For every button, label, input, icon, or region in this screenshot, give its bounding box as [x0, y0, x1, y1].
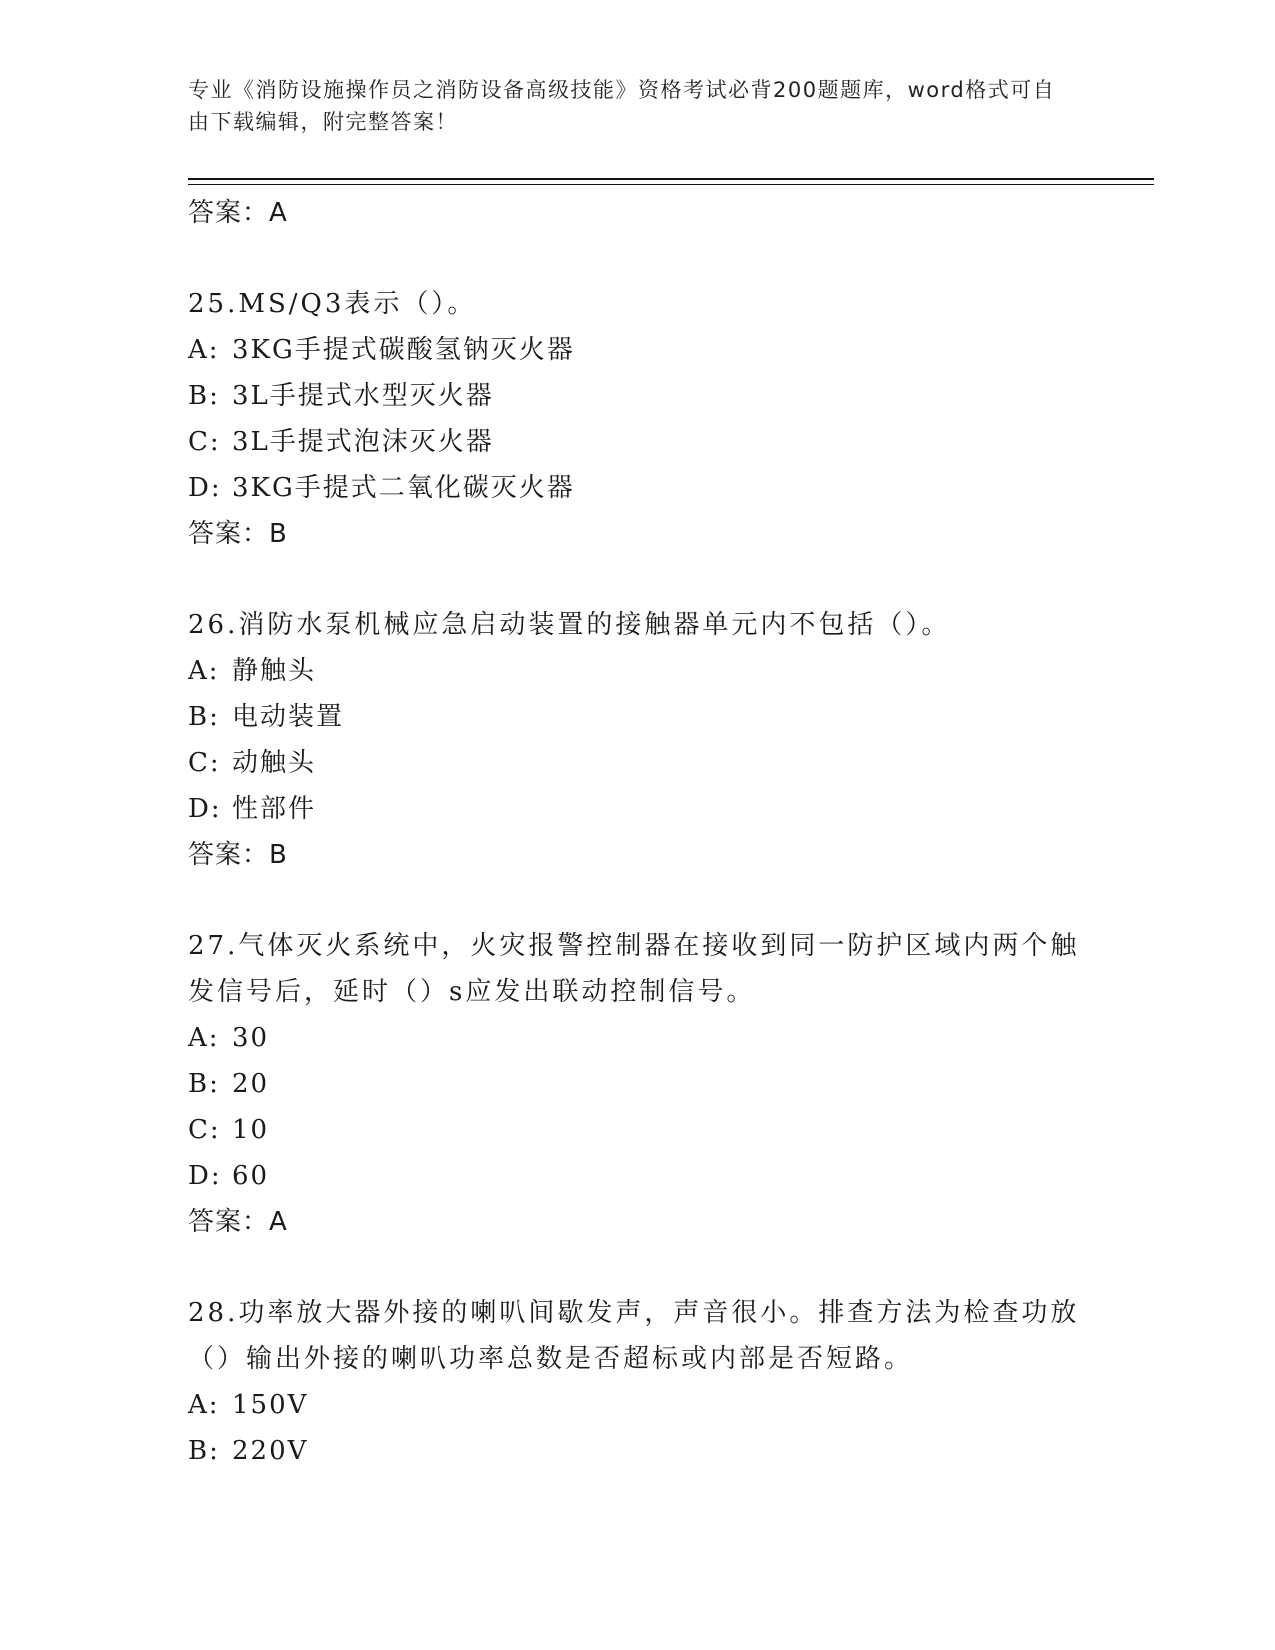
option-key: C: — [188, 427, 221, 457]
option-text: 3L手提式水型灭火器 — [232, 381, 494, 411]
answer-line: 答案：A — [188, 198, 288, 228]
answer-line: 答案：A — [188, 1207, 288, 1237]
question-stem: 25.MS/Q3表示（）。 — [188, 289, 477, 319]
option-d — [188, 786, 1088, 832]
option-a — [188, 648, 1088, 694]
spacer — [188, 557, 1088, 602]
option-d — [188, 1153, 1088, 1199]
document-header — [188, 74, 1068, 138]
option-text: 60 — [232, 1161, 270, 1191]
option-text: 30 — [232, 1023, 270, 1053]
option-key: D: — [188, 473, 222, 503]
option-key: A: — [188, 1023, 220, 1053]
question-stem: 27.气体灭火系统中，火灾报警控制器在接收到同一防护区域内两个触发信号后，延时（）s应发出联动控制信号。 — [188, 931, 1080, 1007]
option-key: C: — [188, 1115, 221, 1145]
option-key: B: — [188, 1069, 220, 1099]
answer-line: 答案：B — [188, 840, 288, 870]
option-key: A: — [188, 335, 220, 365]
option-a — [188, 327, 1088, 373]
option-key: D: — [188, 1161, 222, 1191]
option-text: 10 — [232, 1115, 270, 1145]
option-b — [188, 1061, 1088, 1107]
option-key: C: — [188, 748, 221, 778]
option-key: B: — [188, 1436, 220, 1466]
option-text: 220V — [232, 1436, 309, 1466]
option-key: A: — [188, 656, 220, 686]
option-c — [188, 1107, 1088, 1153]
question-stem: 28.功率放大器外接的喇叭间歇发声，声音很小。排查方法为检查功放（）输出外接的喇叭功率总数是否超标或内部是否短路。 — [188, 1298, 1080, 1374]
option-key: B: — [188, 381, 220, 411]
option-key: B: — [188, 702, 220, 732]
option-key: A: — [188, 1390, 220, 1420]
question-list — [188, 190, 1088, 1474]
option-text: 动触头 — [232, 748, 317, 778]
spacer — [188, 878, 1088, 923]
header-divider-thick — [188, 178, 1154, 180]
option-text: 20 — [232, 1069, 270, 1099]
option-c — [188, 740, 1088, 786]
spacer — [188, 1245, 1088, 1290]
question-stem: 26.消防水泵机械应急启动装置的接触器单元内不包括（）。 — [188, 610, 951, 640]
option-text: 3KG手提式二氧化碳灭火器 — [232, 473, 575, 503]
option-a — [188, 1015, 1088, 1061]
option-text: 3KG手提式碳酸氢钠灭火器 — [232, 335, 575, 365]
option-text: 电动装置 — [232, 702, 345, 732]
option-text: 静触头 — [232, 656, 317, 686]
answer-line: 答案：B — [188, 519, 288, 549]
header-text: 专业《消防设施操作员之消防设备高级技能》资格考试必背200题题库，word格式可自由下载编辑，附完整答案！ — [188, 78, 1056, 134]
option-b — [188, 694, 1088, 740]
option-key: D: — [188, 794, 222, 824]
option-b — [188, 1428, 1088, 1474]
option-text: 150V — [232, 1390, 309, 1420]
option-text: 性部件 — [232, 794, 317, 824]
option-d — [188, 465, 1088, 511]
spacer — [188, 236, 1088, 281]
header-divider-thin — [188, 184, 1154, 185]
option-b — [188, 373, 1088, 419]
option-text: 3L手提式泡沫灭火器 — [232, 427, 494, 457]
option-c — [188, 419, 1088, 465]
option-a — [188, 1382, 1088, 1428]
